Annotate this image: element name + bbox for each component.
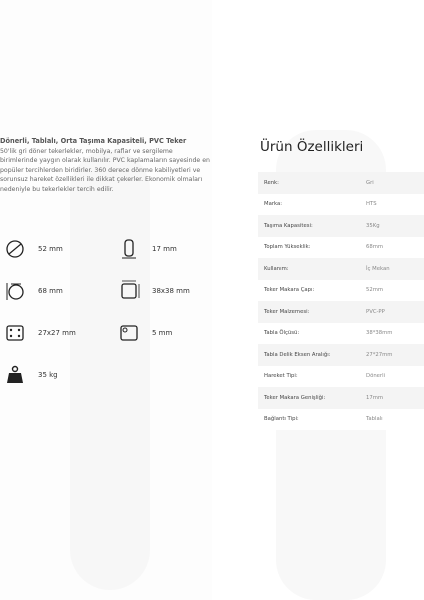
weight-icon — [4, 364, 26, 386]
property-value: Tablalı — [354, 409, 424, 431]
properties-table — [258, 172, 424, 430]
spec-hole-spacing — [4, 322, 76, 344]
property-value: 68mm — [354, 237, 424, 259]
property-value: İç Mekan — [354, 258, 424, 280]
property-label: Teker Makara Çapı: — [258, 280, 354, 302]
spec-height — [4, 280, 63, 302]
spec-value: 5 mm — [152, 329, 173, 337]
description-text: 50'lik gri döner tekerlekler, mobilya, raflar ve sergileme birimlerinde yaygın olarak kullanılır. PVC kaplamaların sayesinde en popüler tercihlerden biridirler. 360 derece dönme kabiliyetleri ve sorunsuz hareket özellikleri ile dikkat çekerler. Ekonomik olmaları nedeniyle bu tekerlekler tercih edilir. — [0, 148, 210, 193]
property-label: Bağlantı Tipi: — [258, 409, 354, 431]
description-title: Dönerli, Tablalı, Orta Taşıma Kapasiteli, PVC Teker — [0, 137, 187, 145]
property-value: 17mm — [354, 387, 424, 409]
spec-value: 27x27 mm — [38, 329, 76, 337]
spec-bolt-hole — [118, 322, 172, 344]
properties-title: Ürün Özellikleri — [260, 139, 364, 155]
table-row — [258, 258, 424, 280]
spec-diameter — [4, 238, 63, 260]
property-value: 52mm — [354, 280, 424, 302]
property-value: HTS — [354, 194, 424, 216]
property-label: Taşıma Kapasitesi: — [258, 215, 354, 237]
property-value: PVC-PP — [354, 301, 424, 323]
property-label: Marka: — [258, 194, 354, 216]
table-row — [258, 280, 424, 302]
property-label: Kullanım: — [258, 258, 354, 280]
property-label: Tabla Delik Eksen Aralığı: — [258, 344, 354, 366]
table-row — [258, 172, 424, 194]
spec-value: 17 mm — [152, 245, 177, 253]
wheel-width-icon — [118, 238, 140, 260]
table-row — [258, 344, 424, 366]
property-label: Tabla Ölçüsü: — [258, 323, 354, 345]
property-label: Toplam Yükseklik: — [258, 237, 354, 259]
table-row — [258, 237, 424, 259]
table-row — [258, 194, 424, 216]
height-icon — [4, 280, 26, 302]
property-value: 35Kg — [354, 215, 424, 237]
table-row — [258, 301, 424, 323]
spec-value: 35 kg — [38, 371, 58, 379]
caster-watermark — [70, 150, 150, 590]
spec-wheel-width — [118, 238, 177, 260]
bolt-hole-icon — [118, 322, 140, 344]
property-value: Dönerli — [354, 366, 424, 388]
property-value: 38*38mm — [354, 323, 424, 345]
table-row — [258, 323, 424, 345]
plate-size-icon — [118, 280, 140, 302]
hole-spacing-icon — [4, 322, 26, 344]
property-label: Renk: — [258, 172, 354, 194]
property-label: Teker Malzemesi: — [258, 301, 354, 323]
diameter-icon — [4, 238, 26, 260]
property-value: Gri — [354, 172, 424, 194]
table-row — [258, 215, 424, 237]
spec-weight — [4, 364, 58, 386]
spec-value: 38x38 mm — [152, 287, 190, 295]
table-row — [258, 366, 424, 388]
table-row — [258, 387, 424, 409]
table-row — [258, 409, 424, 431]
property-label: Teker Makara Genişliği: — [258, 387, 354, 409]
property-value: 27*27mm — [354, 344, 424, 366]
spec-plate-size — [118, 280, 190, 302]
spec-value: 52 mm — [38, 245, 63, 253]
property-label: Hareket Tipi: — [258, 366, 354, 388]
spec-value: 68 mm — [38, 287, 63, 295]
